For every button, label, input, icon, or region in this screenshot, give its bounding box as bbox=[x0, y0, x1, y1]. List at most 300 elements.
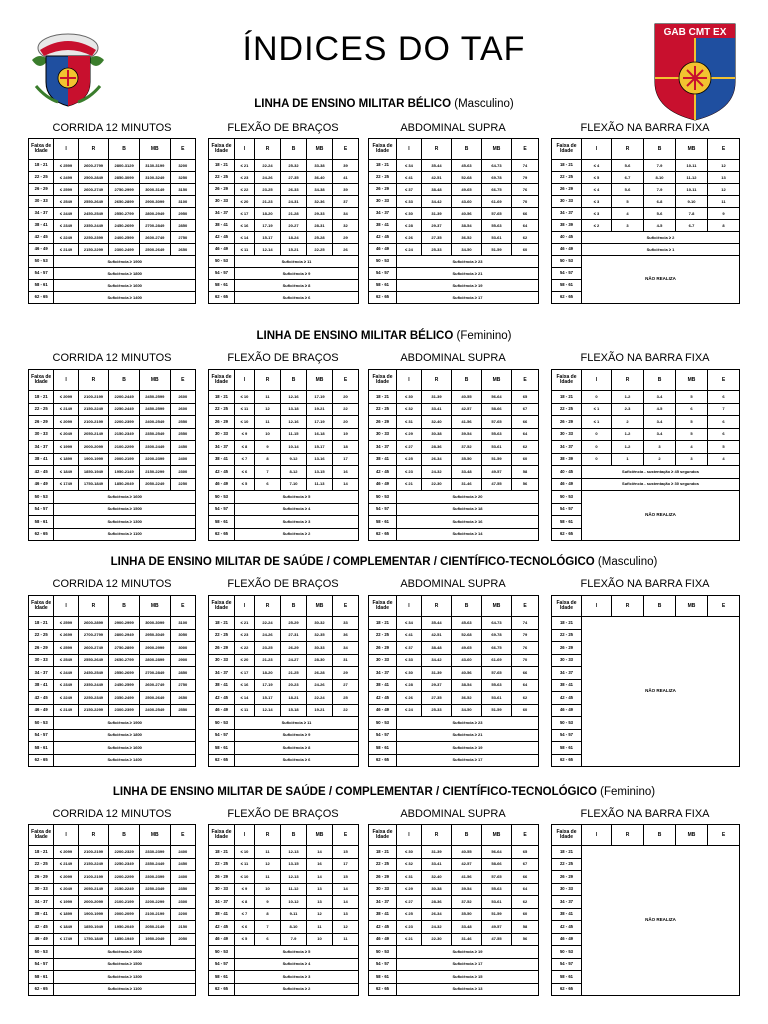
score-cell: 2650 bbox=[170, 692, 195, 705]
table-row bbox=[209, 391, 359, 404]
table-row bbox=[29, 729, 196, 742]
age-range-cell: 62 - 65 bbox=[369, 528, 397, 541]
score-cell: 2250-2399 bbox=[78, 232, 109, 244]
table-header-row bbox=[209, 139, 359, 160]
score-cell: 2700-2799 bbox=[78, 629, 109, 642]
table-header-cell: I bbox=[235, 596, 255, 617]
score-cell: 45-63 bbox=[452, 160, 482, 172]
score-cell: 2750 bbox=[170, 679, 195, 692]
score-cell: 10 bbox=[307, 933, 333, 946]
table-row bbox=[209, 528, 359, 541]
score-cell: ≤ 1899 bbox=[54, 908, 78, 921]
table-row bbox=[209, 946, 359, 959]
score-cell: ≤ 11 bbox=[235, 704, 255, 717]
table-row bbox=[209, 503, 359, 516]
score-cell: 2300-2399 bbox=[139, 871, 170, 884]
section-title-saude-feminino bbox=[0, 786, 768, 798]
score-cell: ≤ 28 bbox=[397, 220, 422, 232]
table-row bbox=[29, 896, 196, 909]
score-cell: 17 bbox=[333, 858, 359, 871]
table-header-row bbox=[29, 139, 196, 160]
score-cell: 2050-2149 bbox=[139, 921, 170, 934]
age-range-cell: 54 - 57 bbox=[552, 268, 582, 280]
sufficiency-cell: Suficiência ≥ 11 bbox=[235, 256, 359, 268]
score-cell: 58-66 bbox=[482, 403, 512, 416]
table-row bbox=[369, 958, 539, 971]
age-range-cell: 42 - 45 bbox=[369, 232, 397, 244]
score-cell: 76 bbox=[512, 642, 539, 655]
barra-fixa-table bbox=[551, 138, 740, 304]
table-row bbox=[209, 883, 359, 896]
score-cell: ≤ 2099 bbox=[54, 391, 78, 404]
score-cell: ≤ 32 bbox=[397, 403, 422, 416]
table-header-cell: B bbox=[644, 825, 676, 846]
table-header-cell: E bbox=[512, 139, 539, 160]
score-cell: 40-56 bbox=[452, 208, 482, 220]
score-cell: 24-32 bbox=[422, 921, 452, 934]
table-row bbox=[29, 704, 196, 717]
score-cell: 1-2 bbox=[612, 441, 644, 454]
score-cell: ≤ 2049 bbox=[54, 883, 78, 896]
age-range-cell: 18 - 21 bbox=[369, 617, 397, 630]
age-range-cell: 38 - 41 bbox=[209, 679, 235, 692]
age-range-cell: 26 - 29 bbox=[209, 642, 235, 655]
score-cell: 2550-2699 bbox=[109, 667, 140, 680]
score-cell: 62 bbox=[512, 896, 539, 909]
table-row bbox=[369, 160, 539, 172]
table-header-cell: E bbox=[333, 825, 359, 846]
sufficiency-cell: Suficiência ≥ 20 bbox=[397, 491, 539, 504]
score-cell: 2500-2649 bbox=[139, 244, 170, 256]
score-cell: 2650-2899 bbox=[109, 196, 140, 208]
age-range-cell: 54 - 57 bbox=[209, 958, 235, 971]
age-range-cell: 50 - 53 bbox=[209, 491, 235, 504]
score-cell: 22-24 bbox=[307, 692, 333, 705]
age-range-cell: 22 - 25 bbox=[369, 858, 397, 871]
table-row bbox=[209, 642, 359, 655]
age-range-cell: 46 - 49 bbox=[552, 704, 582, 717]
flexao-bracos-table-title: FLEXÃO DE BRAÇOS bbox=[227, 122, 339, 134]
score-cell: 2300-2399 bbox=[109, 704, 140, 717]
table-row bbox=[369, 692, 539, 705]
age-range-cell: 38 - 41 bbox=[209, 220, 235, 232]
score-cell: ≤ 2349 bbox=[54, 679, 78, 692]
age-range-cell: 34 - 37 bbox=[552, 441, 582, 454]
score-cell: ≤ 1 bbox=[582, 416, 612, 429]
score-cell: 39 bbox=[333, 184, 359, 196]
age-range-cell: 62 - 65 bbox=[209, 983, 235, 996]
table-header-cell: MB bbox=[139, 370, 170, 391]
age-range-cell: 22 - 25 bbox=[29, 629, 54, 642]
age-range-cell: 54 - 57 bbox=[29, 503, 54, 516]
table-header-cell: R bbox=[78, 139, 109, 160]
score-cell: 26-28 bbox=[307, 667, 333, 680]
score-cell: 35-44 bbox=[422, 617, 452, 630]
table-header-cell: R bbox=[78, 825, 109, 846]
score-cell: 11 bbox=[255, 871, 281, 884]
score-cell: ≤ 2599 bbox=[54, 617, 78, 630]
table-header-cell: Faixa de Idade bbox=[552, 825, 582, 846]
sufficiency-cell: Suficiência ≥ 1500 bbox=[54, 958, 196, 971]
score-cell: 2200-2399 bbox=[109, 416, 140, 429]
score-cell: 2700-2849 bbox=[139, 667, 170, 680]
table-header-cell: MB bbox=[482, 825, 512, 846]
score-cell: 17-19 bbox=[255, 220, 281, 232]
sufficiency-cell: Suficiência ≥ 1100 bbox=[54, 983, 196, 996]
table-header-cell: Faixa de Idade bbox=[29, 825, 54, 846]
table-row bbox=[209, 478, 359, 491]
score-cell: 38-54 bbox=[452, 679, 482, 692]
score-cell: 15 bbox=[333, 846, 359, 859]
table-row bbox=[369, 466, 539, 479]
table-row bbox=[209, 244, 359, 256]
age-range-cell: 22 - 25 bbox=[369, 629, 397, 642]
age-range-cell: 54 - 57 bbox=[209, 729, 235, 742]
table-row bbox=[29, 871, 196, 884]
table-row bbox=[209, 971, 359, 984]
sufficiency-cell: Suficiência - sustentação ≥ 30 segundos bbox=[582, 478, 740, 491]
age-range-cell: 22 - 25 bbox=[552, 172, 582, 184]
score-cell: ≤ 30 bbox=[397, 667, 422, 680]
score-cell: 12 bbox=[708, 160, 740, 172]
age-range-cell: 22 - 25 bbox=[29, 403, 54, 416]
score-cell: ≤ 27 bbox=[397, 896, 422, 909]
score-cell: 2900 bbox=[170, 654, 195, 667]
age-range-cell: 40 - 45 bbox=[552, 466, 582, 479]
age-range-cell: 22 - 25 bbox=[369, 403, 397, 416]
table-row bbox=[209, 896, 359, 909]
age-range-cell: 18 - 21 bbox=[369, 160, 397, 172]
age-range-cell: 46 - 49 bbox=[29, 704, 54, 717]
table-row bbox=[369, 667, 539, 680]
score-cell: 2100-2199 bbox=[78, 871, 109, 884]
score-cell: 55-63 bbox=[482, 428, 512, 441]
score-cell: 37 bbox=[333, 196, 359, 208]
table-row bbox=[29, 629, 196, 642]
abdominal-supra-table bbox=[368, 595, 539, 767]
score-cell: 35-50 bbox=[452, 908, 482, 921]
score-cell: ≤ 2099 bbox=[54, 846, 78, 859]
table-row bbox=[552, 232, 740, 244]
score-cell: 6-7 bbox=[612, 172, 644, 184]
score-cell: 26-33 bbox=[281, 184, 307, 196]
table-row bbox=[552, 256, 740, 268]
score-cell: 3100-3249 bbox=[139, 172, 170, 184]
table-row bbox=[209, 846, 359, 859]
age-range-cell: 38 - 41 bbox=[29, 908, 54, 921]
table-row bbox=[369, 629, 539, 642]
score-cell: 66 bbox=[512, 871, 539, 884]
score-cell: 60 bbox=[512, 908, 539, 921]
sufficiency-cell: Suficiência ≥ 15 bbox=[397, 971, 539, 984]
age-range-cell: 18 - 21 bbox=[209, 160, 235, 172]
sufficiency-cell: Suficiência ≥ 13 bbox=[397, 983, 539, 996]
score-cell: ≤ 30 bbox=[397, 846, 422, 859]
score-cell: ≤ 1849 bbox=[54, 921, 78, 934]
table-row bbox=[29, 528, 196, 541]
score-cell: 51-59 bbox=[482, 453, 512, 466]
score-cell: 38-54 bbox=[452, 220, 482, 232]
table-row bbox=[369, 416, 539, 429]
table-header-cell: I bbox=[582, 825, 612, 846]
score-cell: 40-56 bbox=[452, 667, 482, 680]
score-cell: 3 bbox=[612, 220, 644, 232]
score-cell: 66-75 bbox=[482, 184, 512, 196]
score-cell: 30-33 bbox=[307, 642, 333, 655]
score-cell: 2 bbox=[644, 453, 676, 466]
score-cell: 7 bbox=[708, 403, 740, 416]
score-cell: 2450-2699 bbox=[109, 220, 140, 232]
score-cell: 61-69 bbox=[482, 654, 512, 667]
score-cell: 32 bbox=[333, 220, 359, 232]
table-row bbox=[552, 196, 740, 208]
score-cell: 22-30 bbox=[422, 933, 452, 946]
score-cell: 0 bbox=[582, 453, 612, 466]
flexao-bracos-table bbox=[208, 369, 359, 541]
age-range-cell: 62 - 65 bbox=[369, 754, 397, 767]
score-cell: 10-12 bbox=[281, 896, 307, 909]
age-range-cell: 50 - 53 bbox=[29, 946, 54, 959]
table-header-cell: B bbox=[109, 139, 140, 160]
score-cell: ≤ 1999 bbox=[54, 441, 78, 454]
score-cell: 2150 bbox=[170, 921, 195, 934]
age-range-cell: 22 - 25 bbox=[552, 858, 582, 871]
score-cell: ≤ 21 bbox=[235, 617, 255, 630]
age-range-cell: 62 - 65 bbox=[29, 528, 54, 541]
score-cell: 6-8 bbox=[644, 196, 676, 208]
score-cell: 12 bbox=[708, 184, 740, 196]
age-range-cell: 38 - 41 bbox=[552, 908, 582, 921]
score-cell: 53-61 bbox=[482, 232, 512, 244]
score-cell: 2500-2849 bbox=[78, 172, 109, 184]
score-cell: 40-55 bbox=[452, 391, 482, 404]
age-range-cell: 50 - 53 bbox=[209, 946, 235, 959]
age-range-cell: 18 - 21 bbox=[552, 391, 582, 404]
score-cell: ≤ 24 bbox=[397, 704, 422, 717]
score-cell: 2350 bbox=[170, 883, 195, 896]
table-header-cell: R bbox=[422, 596, 452, 617]
table-row bbox=[552, 617, 740, 630]
score-cell: 2350-2449 bbox=[78, 220, 109, 232]
age-range-cell: 18 - 21 bbox=[552, 160, 582, 172]
sufficiency-cell: Suficiência ≥ 14 bbox=[397, 528, 539, 541]
age-range-cell: 62 - 65 bbox=[369, 983, 397, 996]
table-row bbox=[209, 516, 359, 529]
age-range-cell: 54 - 57 bbox=[209, 268, 235, 280]
table-header-cell: Faixa de Idade bbox=[209, 139, 235, 160]
score-cell: 22 bbox=[333, 704, 359, 717]
corrida-table bbox=[28, 369, 196, 541]
score-cell: 2200-2299 bbox=[139, 896, 170, 909]
score-cell: ≤ 21 bbox=[397, 478, 422, 491]
score-cell: 27-35 bbox=[281, 172, 307, 184]
score-cell: 1900-1999 bbox=[78, 908, 109, 921]
score-cell: 36-52 bbox=[452, 692, 482, 705]
corrida-table bbox=[28, 595, 196, 767]
age-range-cell: 42 - 45 bbox=[209, 921, 235, 934]
score-cell: 49-57 bbox=[482, 466, 512, 479]
barra-fixa-table-title: FLEXÃO NA BARRA FIXA bbox=[580, 808, 710, 820]
table-row bbox=[209, 704, 359, 717]
section-title-text: LINHA DE ENSINO MILITAR DE SAÚDE / COMPLEMENTAR / CIENTÍFICO-TECNOLÓGICO bbox=[112, 786, 597, 798]
table-header-cell: E bbox=[170, 825, 195, 846]
sufficiency-cell: Suficiência ≥ 19 bbox=[397, 946, 539, 959]
score-cell: 7 bbox=[255, 921, 281, 934]
table-row bbox=[29, 846, 196, 859]
table-row bbox=[552, 172, 740, 184]
score-cell: 13 bbox=[307, 883, 333, 896]
table-header-cell: I bbox=[54, 596, 78, 617]
table-header-cell: MB bbox=[307, 596, 333, 617]
score-cell: ≤ 10 bbox=[235, 871, 255, 884]
age-range-cell: 54 - 57 bbox=[369, 268, 397, 280]
age-range-cell: 42 - 45 bbox=[209, 232, 235, 244]
sufficiency-cell: Suficiência ≥ 1400 bbox=[54, 754, 196, 767]
score-cell: 56 bbox=[512, 933, 539, 946]
score-cell: 24-26 bbox=[255, 172, 281, 184]
score-cell: 4-5 bbox=[644, 403, 676, 416]
score-cell: 29-37 bbox=[422, 679, 452, 692]
age-range-cell: 62 - 65 bbox=[29, 292, 54, 304]
score-cell: 2150-2299 bbox=[78, 244, 109, 256]
score-cell: 74 bbox=[512, 160, 539, 172]
score-cell: 34-50 bbox=[452, 704, 482, 717]
score-cell: 11-12 bbox=[281, 883, 307, 896]
table-row bbox=[552, 244, 740, 256]
table-header-cell: Faixa de Idade bbox=[552, 370, 582, 391]
score-cell: ≤ 1749 bbox=[54, 478, 78, 491]
sufficiency-cell: Suficiência ≥ 4 bbox=[235, 958, 359, 971]
table-row bbox=[209, 220, 359, 232]
score-cell: 12-14 bbox=[255, 704, 281, 717]
table-header-cell: B bbox=[281, 370, 307, 391]
age-range-cell: 34 - 37 bbox=[369, 667, 397, 680]
age-range-cell: 58 - 61 bbox=[552, 971, 582, 984]
age-range-cell: 22 - 25 bbox=[209, 403, 235, 416]
abdominal-supra-table bbox=[368, 138, 539, 304]
table-row bbox=[29, 268, 196, 280]
table-row bbox=[209, 232, 359, 244]
table-row bbox=[209, 617, 359, 630]
score-cell: ≤ 2249 bbox=[54, 692, 78, 705]
score-cell: 35-50 bbox=[452, 453, 482, 466]
score-cell: ≤ 23 bbox=[235, 629, 255, 642]
age-range-cell: 46 - 49 bbox=[552, 933, 582, 946]
score-cell: ≤ 3 bbox=[582, 196, 612, 208]
score-cell: 28-36 bbox=[422, 896, 452, 909]
score-cell: 2150-2299 bbox=[78, 704, 109, 717]
table-header-cell: MB bbox=[307, 370, 333, 391]
age-range-cell: 22 - 25 bbox=[552, 629, 582, 642]
score-cell: 19-21 bbox=[307, 704, 333, 717]
sufficiency-cell: Suficiência ≥ 1600 bbox=[54, 491, 196, 504]
table-row bbox=[29, 292, 196, 304]
score-cell: 9-10 bbox=[676, 196, 708, 208]
section-title-text: LINHA DE ENSINO MILITAR BÉLICO bbox=[254, 98, 452, 110]
age-range-cell: 38 - 41 bbox=[209, 453, 235, 466]
table-row bbox=[209, 717, 359, 730]
score-cell: 51-59 bbox=[482, 908, 512, 921]
table-row bbox=[209, 679, 359, 692]
score-cell: 36-52 bbox=[452, 232, 482, 244]
table-header-cell: I bbox=[582, 596, 612, 617]
table-row bbox=[209, 629, 359, 642]
age-range-cell: 42 - 45 bbox=[209, 466, 235, 479]
score-cell: 51-59 bbox=[482, 704, 512, 717]
score-cell: 30-32 bbox=[307, 617, 333, 630]
score-cell: 13-15 bbox=[281, 858, 307, 871]
table-header-cell: E bbox=[170, 139, 195, 160]
score-cell: ≤ 14 bbox=[235, 232, 255, 244]
score-cell: 8 bbox=[255, 908, 281, 921]
score-cell: 2250-2449 bbox=[109, 403, 140, 416]
score-cell: 2750 bbox=[170, 232, 195, 244]
age-range-cell: 42 - 45 bbox=[552, 692, 582, 705]
score-cell: ≤ 2449 bbox=[54, 667, 78, 680]
score-cell: 70 bbox=[512, 654, 539, 667]
score-cell: 2400 bbox=[170, 871, 195, 884]
score-cell: 27-35 bbox=[422, 692, 452, 705]
score-cell: 10-14 bbox=[281, 441, 307, 454]
score-cell: 24-26 bbox=[255, 629, 281, 642]
score-cell: ≤ 29 bbox=[397, 883, 422, 896]
table-row bbox=[209, 921, 359, 934]
table-row bbox=[29, 416, 196, 429]
score-cell: 2150-2249 bbox=[78, 403, 109, 416]
score-cell: 2250-2349 bbox=[78, 692, 109, 705]
table-header-cell: E bbox=[512, 596, 539, 617]
table-row bbox=[29, 983, 196, 996]
table-header-cell: I bbox=[235, 825, 255, 846]
score-cell: 53-61 bbox=[482, 441, 512, 454]
score-cell: 4 bbox=[708, 453, 740, 466]
age-range-cell: 58 - 61 bbox=[369, 971, 397, 984]
score-cell: 2600-2899 bbox=[78, 617, 109, 630]
age-range-cell: 26 - 29 bbox=[209, 871, 235, 884]
table-header-cell: Faixa de Idade bbox=[369, 139, 397, 160]
score-cell: 11 bbox=[307, 921, 333, 934]
barra-fixa-table-title: FLEXÃO NA BARRA FIXA bbox=[580, 122, 710, 134]
age-range-cell: 58 - 61 bbox=[29, 516, 54, 529]
score-cell: 12 bbox=[255, 403, 281, 416]
score-cell: 1850-1949 bbox=[78, 466, 109, 479]
age-range-cell: 46 - 49 bbox=[552, 244, 582, 256]
score-cell: 2450-2599 bbox=[139, 391, 170, 404]
table-row bbox=[209, 208, 359, 220]
abdominal-supra-table bbox=[368, 369, 539, 541]
age-range-cell: 30 - 33 bbox=[369, 883, 397, 896]
score-cell: 20 bbox=[333, 391, 359, 404]
score-cell: ≤ 21 bbox=[397, 933, 422, 946]
barra-fixa-table bbox=[551, 824, 740, 996]
section-title-saude-masculino bbox=[0, 556, 768, 568]
score-cell: 34-42 bbox=[422, 654, 452, 667]
table-row bbox=[29, 717, 196, 730]
table-row bbox=[29, 428, 196, 441]
table-header-cell: B bbox=[452, 596, 482, 617]
age-range-cell: 30 - 33 bbox=[552, 883, 582, 896]
score-cell: 51-59 bbox=[482, 244, 512, 256]
score-cell: 25-33 bbox=[422, 244, 452, 256]
score-cell: 6 bbox=[255, 933, 281, 946]
age-range-cell: 58 - 61 bbox=[369, 742, 397, 755]
age-range-cell: 46 - 49 bbox=[29, 933, 54, 946]
age-range-cell: 18 - 21 bbox=[209, 846, 235, 859]
table-row bbox=[369, 478, 539, 491]
score-cell: 12-13 bbox=[281, 871, 307, 884]
age-range-cell: 42 - 45 bbox=[369, 466, 397, 479]
score-cell: ≤ 30 bbox=[397, 391, 422, 404]
